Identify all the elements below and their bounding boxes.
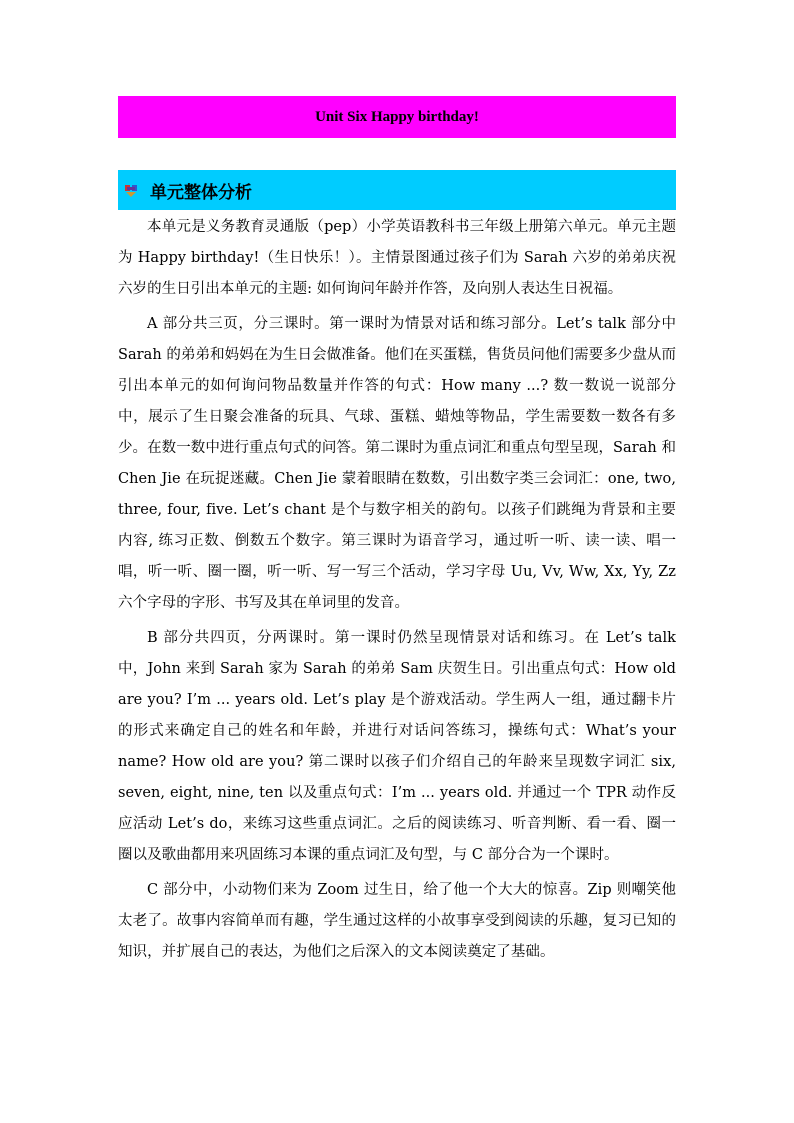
paragraph: B 部分共四页，分两课时。第一课时仍然呈现情景对话和练习。在 Let’s talk 中，John 来到 Sarah 家为 Sarah 的弟弟 Sam 庆贺生日。引出重点句式：How old are you? I’m ... years old. Let’s play 是个游戏活动。学生两人一组，通过翻卡片的形式来确定自己的姓名和年龄，并进行对话问答练习，操练句式：What’s your name? How old are you? 第二课时以孩子们介绍自己的年龄来呈现数字词汇 six, seven, eight, nine, ten 以及重点句式：I’m ... years old. 并通过一个 TPR 动作反应活动 Let’s do，来练习这些重点词汇。之后的阅读练习、听音判断、看一看、圈一圈以及歌曲都用来巩固练习本课的重点词汇及句型，与 C 部分合为一个课时。 xyxy=(118,630,676,863)
document-arrow-icon xyxy=(124,183,138,197)
unit-title-banner xyxy=(118,96,676,138)
section-header xyxy=(118,170,676,210)
paragraph: 本单元是义务教育灵通版（pep）小学英语教科书三年级上册第六单元。单元主题为 Happy birthday!（生日快乐！）。主情景图通过孩子们为 Sarah 六岁的弟弟庆祝六岁的生日引出本单元的主题: 如何询问年龄并作答，及向别人表达生日祝福。 xyxy=(118,219,676,297)
paragraph: C 部分中，小动物们来为 Zoom 过生日，给了他一个大大的惊喜。Zip 则嘲笑他太老了。故事内容简单而有趣，学生通过这样的小故事享受到阅读的乐趣，复习已知的知识，并扩展自己的表达，为他们之后深入的文本阅读奠定了基础。 xyxy=(118,882,676,960)
body-text xyxy=(118,212,676,968)
paragraph: A 部分共三页，分三课时。第一课时为情景对话和练习部分。Let’s talk 部分中 Sarah 的弟弟和妈妈在为生日会做准备。他们在买蛋糕，售货员问他们需要多少盘从而引出本单元的如何询问物品数量并作答的句式：How many ...? 数一数说一说部分中，展示了生日聚会准备的玩具、气球、蛋糕、蜡烛等物品，学生需要数一数各有多少。在数一数中进行重点句式的问答。第二课时为重点词汇和重点句型呈现，Sarah 和 Chen Jie 在玩捉迷藏。Chen Jie 蒙着眼睛在数数，引出数字类三会词汇：one, two, three, four, five. Let’s chant 是个与数字相关的韵句。以孩子们跳绳为背景和主要内容, 练习正数、倒数五个数字。第三课时为语音学习，通过听一听、读一读、唱一唱，听一听、圈一圈，听一听、写一写三个活动，学习字母 Uu, Vv, Ww, Xx, Yy, Zz 六个字母的字形、书写及其在单词里的发音。 xyxy=(118,316,676,611)
unit-title: Unit Six Happy birthday! xyxy=(315,108,479,125)
section-heading: 单元整体分析 xyxy=(150,182,252,203)
